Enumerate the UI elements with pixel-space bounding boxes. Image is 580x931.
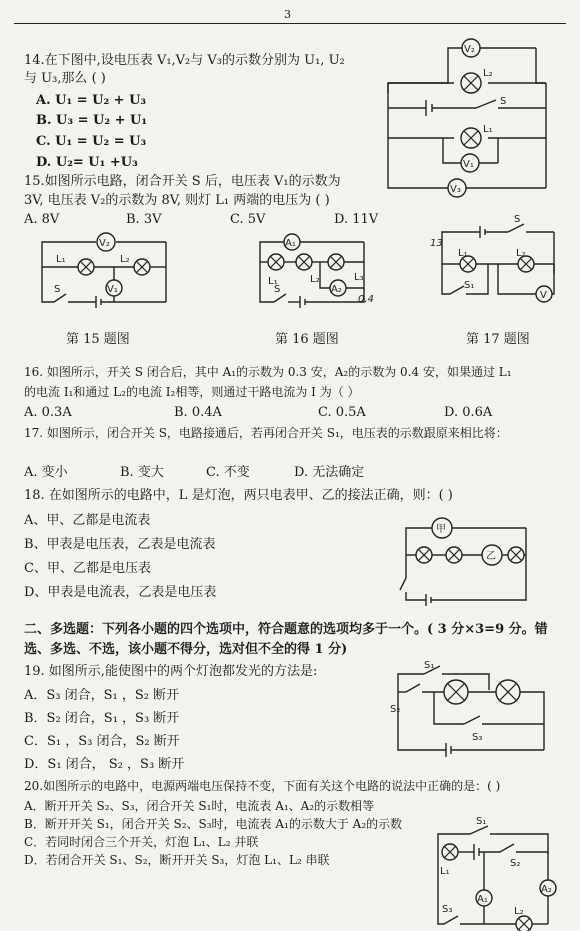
q17-option-a: A. 变小 [24, 465, 68, 480]
q16-option-d: D. 0.6A [444, 405, 493, 420]
q15-option-b: B. 3V [126, 212, 162, 227]
q19-s3-label: S₃ [472, 732, 483, 743]
fig17-s1-label: S₁ [464, 280, 475, 291]
q17-stem: 17. 如图所示，闭合开关 S，电路接通后，若再闭合开关 S₁，电压表的示数跟原来相比将： [24, 426, 508, 440]
fig15-v2-label: V₂ [99, 238, 110, 249]
q18-jia-label: 甲 [436, 524, 446, 535]
fig15-l2-label: L₂ [120, 254, 130, 265]
fig17-caption: 第 17 题图 [466, 332, 530, 347]
q14-v1-label: V₁ [463, 159, 474, 170]
q19-option-a: A．S₃ 闭合，S₁ ，S₂ 断开 [24, 688, 180, 703]
fig15-circuit-diagram [36, 232, 176, 312]
q15-stem-line2: 3V, 电压表 V₂的示数为 8V, 则灯 L₁ 两端的电压为 ( ) [24, 193, 330, 208]
fig16-s-label: S [274, 284, 281, 295]
q20-a2-label: A₂ [541, 884, 552, 895]
fig16-a2-label: A₂ [331, 284, 342, 295]
q14-circuit-diagram [368, 28, 568, 203]
q19-s1-label: S₁ [424, 660, 435, 671]
q16-option-a: A. 0.3A [24, 405, 72, 420]
q18-stem: 18. 在如图所示的电路中，L 是灯泡，两只电表甲、乙的接法正确，则：( ) [24, 488, 453, 503]
q19-option-c: C．S₁ ，S₃ 闭合，S₂ 断开 [24, 734, 180, 749]
q20-option-d: D．若闭合开关 S₁、S₂，断开开关 S₃，灯泡 L₁、L₂ 串联 [24, 853, 330, 867]
q14-option-a: A. U₁ = U₂ + U₃ [36, 93, 147, 108]
fig16-circuit-diagram [254, 234, 394, 314]
q20-l1-label: L₁ [440, 866, 450, 877]
page-number: 3 [284, 8, 291, 21]
q14-option-d: D. U₂= U₁ +U₃ [36, 155, 138, 170]
q19-s2-label: S₂ [390, 704, 401, 715]
q20-a1-label: A₁ [477, 894, 488, 905]
section2-heading-line1: 二、多选题：下列各小题的四个选项中，符合题意的选项均多于一个。( 3 分×3=9 分。错 [24, 622, 548, 637]
fig15-l1-label: L₁ [56, 254, 66, 265]
q18-circuit-diagram [396, 510, 556, 610]
q17-option-c: C. 不变 [206, 465, 250, 480]
fig16-l1-label: L₁ [268, 276, 278, 287]
fig15-s-label: S [54, 284, 61, 295]
fig16-a1-label: A₁ [285, 238, 296, 249]
q16-stem-line2: 的电流 I₁和通过 L₂的电流 I₂相等，则通过干路电流为 I 为（ ） [24, 385, 360, 399]
q20-option-c: C．若同时闭合三个开关，灯泡 L₁、L₂ 并联 [24, 835, 259, 849]
fig16-l3-label: L₃ [354, 272, 364, 283]
q15-stem-line1: 15.如图所示电路，闭合开关 S 后，电压表 V₁的示数为 [24, 174, 341, 189]
q14-v3-label: V₃ [450, 184, 461, 195]
q14-l1-label: L₁ [483, 124, 493, 135]
q15-option-c: C. 5V [230, 212, 266, 227]
q18-option-c: C、甲、乙都是电压表 [24, 561, 151, 576]
q19-circuit-diagram [384, 654, 564, 766]
q15-option-d: D. 11V [334, 212, 379, 227]
fig17-v-label: V [540, 290, 547, 301]
q14-stem-line2: 与 U₃,那么 ( ) [24, 71, 106, 86]
q14-s-label: S [500, 96, 507, 107]
q18-option-b: B、甲表是电压表，乙表是电流表 [24, 537, 216, 552]
q20-s3-label: S₃ [442, 904, 453, 915]
fig15-caption: 第 15 题图 [66, 332, 130, 347]
q20-option-b: B．断开开关 S₁，闭合开关 S₂、S₃时，电流表 A₁的示数大于 A₂的示数 [24, 817, 403, 831]
q14-v2-label: V₂ [464, 44, 475, 55]
q16-option-c: C. 0.5A [318, 405, 366, 420]
fig17-handwritten-note: 13 [430, 238, 443, 249]
q18-yi-label: 乙 [486, 551, 496, 562]
q18-option-d: D、甲表是电流表，乙表是电压表 [24, 585, 217, 600]
fig17-l2-label: L₂ [516, 248, 526, 259]
q17-option-d: D. 无法确定 [294, 465, 365, 480]
fig16-l2-label: L₂ [310, 274, 320, 285]
q14-l2-label: L₂ [483, 68, 493, 79]
q18-option-a: A、甲、乙都是电流表 [24, 513, 151, 528]
q17-option-b: B. 变大 [120, 465, 164, 480]
q16-option-b: B. 0.4A [174, 405, 222, 420]
q20-l2-label: L₂ [514, 906, 524, 917]
q19-stem: 19. 如图所示,能使图中的两个灯泡都发光的方法是: [24, 664, 318, 679]
q14-option-b: B. U₃ = U₂ + U₁ [36, 113, 148, 128]
q16-stem-line1: 16. 如图所示，开关 S 闭合后，其中 A₁的示数为 0.3 安，A₂的示数为 0.4 安，如果通过 L₁ [24, 365, 512, 379]
q20-s1-label: S₁ [476, 816, 487, 827]
fig15-v1-label: V₁ [107, 284, 118, 295]
q20-option-a: A．断开开关 S₂、S₃，闭合开关 S₁时，电流表 A₁、A₂的示数相等 [24, 799, 375, 813]
fig16-caption: 第 16 题图 [275, 332, 339, 347]
q20-s2-label: S₂ [510, 858, 521, 869]
q19-option-b: B．S₂ 闭合，S₁ ，S₃ 断开 [24, 711, 180, 726]
q20-stem: 20.如图所示的电路中，电源两端电压保持不变，下面有关这个电路的说法中正确的是：( ) [24, 779, 501, 793]
q20-circuit-diagram [430, 814, 570, 931]
fig17-circuit-diagram [428, 214, 568, 310]
fig17-l1-label: L₁ [458, 248, 468, 259]
fig17-s-label: S [514, 214, 521, 225]
q14-option-c: C. U₁ = U₂ = U₃ [36, 134, 147, 149]
section2-heading-line2: 选、多选、不选，该小题不得分，选对但不全的得 1 分) [24, 642, 348, 657]
q14-stem-line1: 14.在下图中,设电压表 V₁,V₂与 V₃的示数分别为 U₁, U₂ [24, 53, 345, 68]
q19-option-d: D．S₁ 闭合， S₂ ，S₃ 断开 [24, 757, 185, 772]
fig16-handwritten-note: 0.4 [358, 294, 374, 305]
q15-option-a: A. 8V [24, 212, 60, 227]
header-rule [14, 23, 566, 24]
